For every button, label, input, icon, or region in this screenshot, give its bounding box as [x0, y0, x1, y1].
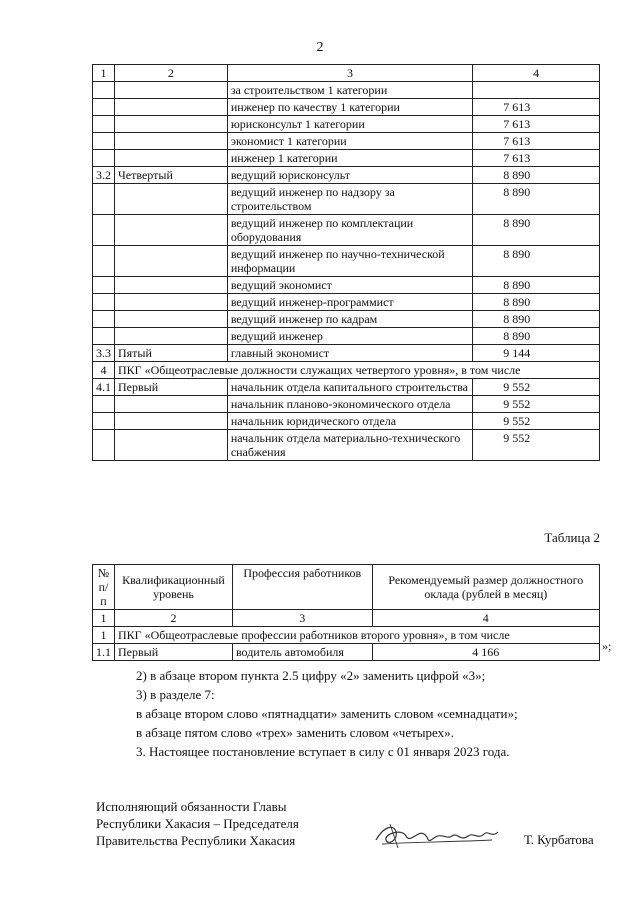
row-level [115, 396, 228, 413]
group-number: 1 [93, 627, 115, 644]
row-level [115, 277, 228, 294]
row-level [115, 294, 228, 311]
row-number [93, 150, 115, 167]
row-level [115, 430, 228, 461]
row-number [93, 133, 115, 150]
table-row [93, 82, 600, 99]
table-row [93, 396, 600, 413]
row-number [93, 215, 115, 246]
closing-quote: »; [602, 639, 612, 653]
row-level: Пятый [115, 345, 228, 362]
row-number [93, 277, 115, 294]
row-position: ведущий инженер по комплектации оборудования [227, 215, 472, 246]
row-position: юрисконсульт 1 категории [227, 116, 472, 133]
row-number [93, 82, 115, 99]
table-row [93, 133, 600, 150]
salary-table-continued [92, 64, 600, 461]
row-position: за строительством 1 категории [227, 82, 472, 99]
row-number: 1.1 [93, 644, 115, 661]
row-position: начальник планово-экономического отдела [227, 396, 472, 413]
row-position: ведущий юрисконсульт [227, 167, 472, 184]
table-row [93, 184, 600, 215]
row-salary: 8 890 [473, 311, 600, 328]
row-position: начальник юридического отдела [227, 413, 472, 430]
row-salary: 8 890 [473, 294, 600, 311]
row-salary: 7 613 [473, 116, 600, 133]
table-row [93, 167, 600, 184]
row-position: инженер 1 категории [227, 150, 472, 167]
row-number: 3.3 [93, 345, 115, 362]
row-level [115, 133, 228, 150]
row-salary: 8 890 [473, 277, 600, 294]
table-row [93, 246, 600, 277]
table-row [93, 150, 600, 167]
salary-table-2 [92, 564, 600, 661]
row-salary: 8 890 [473, 184, 600, 215]
table-row [93, 379, 600, 396]
row-level [115, 184, 228, 215]
numbering-cell: 2 [115, 610, 233, 627]
table-row [93, 413, 600, 430]
row-number [93, 294, 115, 311]
row-position: ведущий инженер по кадрам [227, 311, 472, 328]
row-salary: 7 613 [473, 99, 600, 116]
row-position: ведущий инженер по надзору за строительством [227, 184, 472, 215]
row-level [115, 215, 228, 246]
table2-caption: Таблица 2 [544, 530, 600, 545]
row-position: ведущий экономист [227, 277, 472, 294]
row-salary: 9 552 [473, 413, 600, 430]
row-position: главный экономист [227, 345, 472, 362]
row-salary: 7 613 [473, 133, 600, 150]
header-cell: 1 [93, 65, 115, 82]
row-salary [473, 82, 600, 99]
numbering-cell: 4 [372, 610, 599, 627]
table-header-row [93, 65, 600, 82]
row-number [93, 99, 115, 116]
table-row [93, 277, 600, 294]
row-number: 4.1 [93, 379, 115, 396]
row-number [93, 246, 115, 277]
row-level [115, 246, 228, 277]
row-salary: 9 552 [473, 396, 600, 413]
row-level [115, 413, 228, 430]
row-number [93, 116, 115, 133]
handwritten-signature [372, 818, 502, 854]
row-level [115, 99, 228, 116]
signatory-line: Республики Хакасия – Председателя [96, 816, 299, 831]
row-salary: 9 552 [473, 430, 600, 461]
table-row [93, 644, 600, 661]
table-row [93, 215, 600, 246]
row-salary: 7 613 [473, 150, 600, 167]
signatory-line: Правительства Республики Хакасия [96, 833, 296, 848]
header-cell: 4 [473, 65, 600, 82]
paragraph: 3. Настоящее постановление вступает в силу с 01 января 2023 года. [136, 744, 510, 759]
row-level [115, 82, 228, 99]
table-row [93, 99, 600, 116]
header-cell-profession: Профессия работников [232, 565, 372, 610]
row-salary: 8 890 [473, 215, 600, 246]
row-number [93, 413, 115, 430]
row-number [93, 184, 115, 215]
row-level: Первый [115, 379, 228, 396]
table-header-row [93, 565, 600, 610]
row-position: ведущий инженер [227, 328, 472, 345]
page-number: 2 [316, 40, 324, 55]
row-position: начальник отдела капитального строительства [227, 379, 472, 396]
row-position: ведущий инженер-программист [227, 294, 472, 311]
row-salary: 9 144 [473, 345, 600, 362]
row-level: Первый [115, 644, 233, 661]
row-salary: 8 890 [473, 246, 600, 277]
row-number [93, 430, 115, 461]
amendment-paragraphs [136, 666, 518, 761]
row-level [115, 311, 228, 328]
row-salary: 9 552 [473, 379, 600, 396]
row-position: ведущий инженер по научно-технической информации [227, 246, 472, 277]
table-row [93, 328, 600, 345]
row-position: инженер по качеству 1 категории [227, 99, 472, 116]
header-cell-number: № п/п [93, 565, 115, 610]
paragraph: 2) в абзаце втором пункта 2.5 цифру «2» заменить цифрой «3»; [136, 668, 486, 683]
numbering-cell: 3 [232, 610, 372, 627]
row-number [93, 328, 115, 345]
group-row [93, 627, 600, 644]
paragraph: в абзаце пятом слово «трех» заменить словом «четырех». [136, 725, 454, 740]
group-title: ПКГ «Общеотраслевые профессии работников второго уровня», в том числе [115, 627, 600, 644]
header-cell: 2 [115, 65, 228, 82]
row-level [115, 150, 228, 167]
row-position: начальник отдела материально-технического снабжения [227, 430, 472, 461]
row-profession: водитель автомобиля [232, 644, 372, 661]
row-level [115, 328, 228, 345]
row-number [93, 311, 115, 328]
row-salary: 8 890 [473, 167, 600, 184]
signatory-block [96, 798, 299, 849]
header-cell-salary: Рекомендуемый размер должностного оклада (рублей в месяц) [372, 565, 599, 610]
row-salary: 4 166 [372, 644, 599, 661]
signatory-name: Т. Курбатова [524, 832, 594, 847]
group-number: 4 [93, 362, 115, 379]
group-row [93, 362, 600, 379]
row-level: Четвертый [115, 167, 228, 184]
signatory-line: Исполняющий обязанности Главы [96, 799, 287, 814]
table-row [93, 430, 600, 461]
table-row [93, 345, 600, 362]
paragraph: 3) в разделе 7: [136, 687, 215, 702]
row-position: экономист 1 категории [227, 133, 472, 150]
group-title: ПКГ «Общеотраслевые должности служащих четвертого уровня», в том числе [115, 362, 600, 379]
header-cell-level: Квалификационный уровень [115, 565, 233, 610]
row-number: 3.2 [93, 167, 115, 184]
table-row [93, 294, 600, 311]
row-number [93, 396, 115, 413]
header-cell: 3 [227, 65, 472, 82]
table-row [93, 116, 600, 133]
row-salary: 8 890 [473, 328, 600, 345]
row-level [115, 116, 228, 133]
numbering-cell: 1 [93, 610, 115, 627]
table-row [93, 311, 600, 328]
numbering-row [93, 610, 600, 627]
paragraph: в абзаце втором слово «пятнадцати» заменить словом «семнадцати»; [136, 706, 518, 721]
